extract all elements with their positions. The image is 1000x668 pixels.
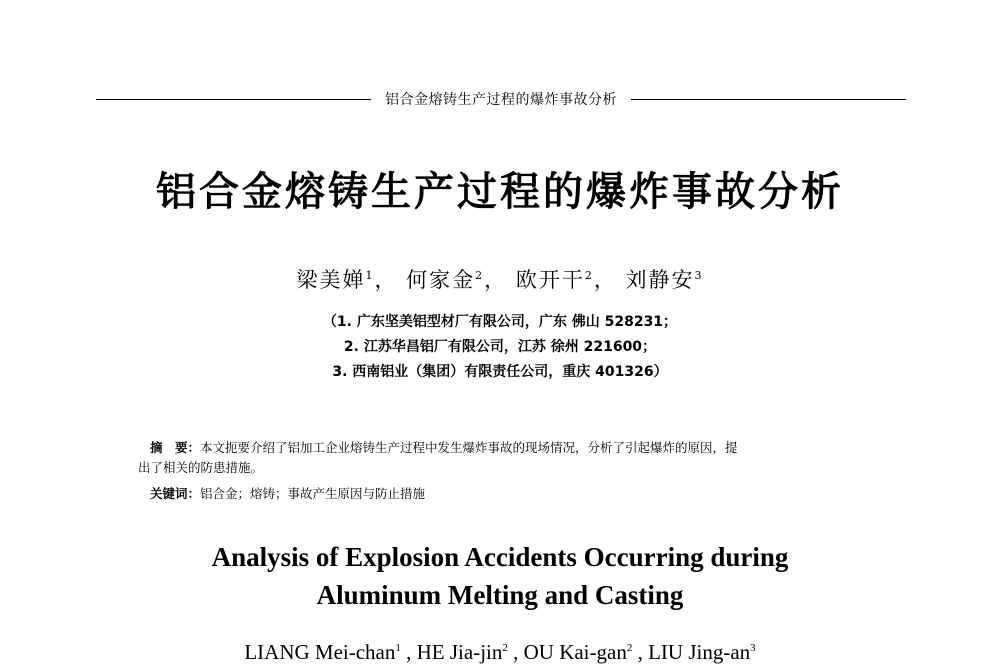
abstract-label: 摘 要： — [150, 440, 201, 455]
title-en-line: Aluminum Melting and Casting — [316, 580, 684, 610]
running-header — [96, 86, 906, 112]
author-cn: 刘静安 — [625, 268, 695, 292]
keywords-label: 关键词： — [150, 486, 201, 501]
author-mark: 2 — [584, 269, 594, 282]
affiliation-line: （1. 广东坚美铝型材厂有限公司，广东 佛山 528231； — [322, 314, 678, 330]
authors-cn — [0, 264, 1000, 294]
header-rule-left — [96, 99, 371, 100]
author-en: OU Kai-gan — [523, 640, 627, 664]
author-mark: 1 — [365, 269, 375, 282]
abstract — [138, 438, 880, 478]
author-cn: 欧开干 — [515, 268, 585, 292]
author-separator: ， — [374, 268, 398, 292]
author-separator: , — [632, 640, 649, 664]
author-cn: 梁美婵 — [296, 268, 366, 292]
author-mark: 2 — [626, 642, 633, 654]
abstract-text: 本文扼要介绍了铝加工企业熔铸生产过程中发生爆炸事故的现场情况，分析了引起爆炸的原因，提 — [200, 440, 738, 455]
author-separator: , — [400, 640, 417, 664]
title-en-line: Analysis of Explosion Accidents Occurring during — [211, 542, 789, 572]
author-separator: , — [507, 640, 524, 664]
author-separator: ， — [593, 268, 617, 292]
keywords-text: 铝合金；熔铸；事故产生原因与防止措施 — [200, 486, 426, 501]
authors-en — [0, 640, 1000, 665]
author-mark: 2 — [502, 642, 508, 654]
author-mark: 3 — [694, 269, 704, 282]
author-mark: 1 — [395, 642, 401, 654]
affiliation-line: 3. 西南铝业（集团）有限责任公司，重庆 401326） — [332, 364, 668, 380]
page-title-en — [0, 538, 1000, 614]
keywords — [150, 484, 880, 504]
header-rule-right — [631, 99, 906, 100]
author-en: LIU Jing-an — [648, 640, 751, 664]
running-header-text: 铝合金熔铸生产过程的爆炸事故分析 — [385, 92, 617, 108]
author-separator: ， — [484, 268, 508, 292]
author-cn: 何家金 — [406, 268, 476, 292]
affiliations — [0, 310, 1000, 385]
author-en: HE Jia-jin — [416, 640, 503, 664]
author-mark: 2 — [475, 269, 485, 282]
author-en: LIANG Mei-chan — [244, 640, 396, 664]
author-mark: 3 — [750, 642, 756, 654]
page-title-cn: 铝合金熔铸生产过程的爆炸事故分析 — [156, 168, 844, 215]
affiliation-line: 2. 江苏华昌铝厂有限公司，江苏 徐州 221600； — [343, 339, 657, 355]
abstract-text-cont: 出了相关的防患措施。 — [138, 460, 264, 475]
